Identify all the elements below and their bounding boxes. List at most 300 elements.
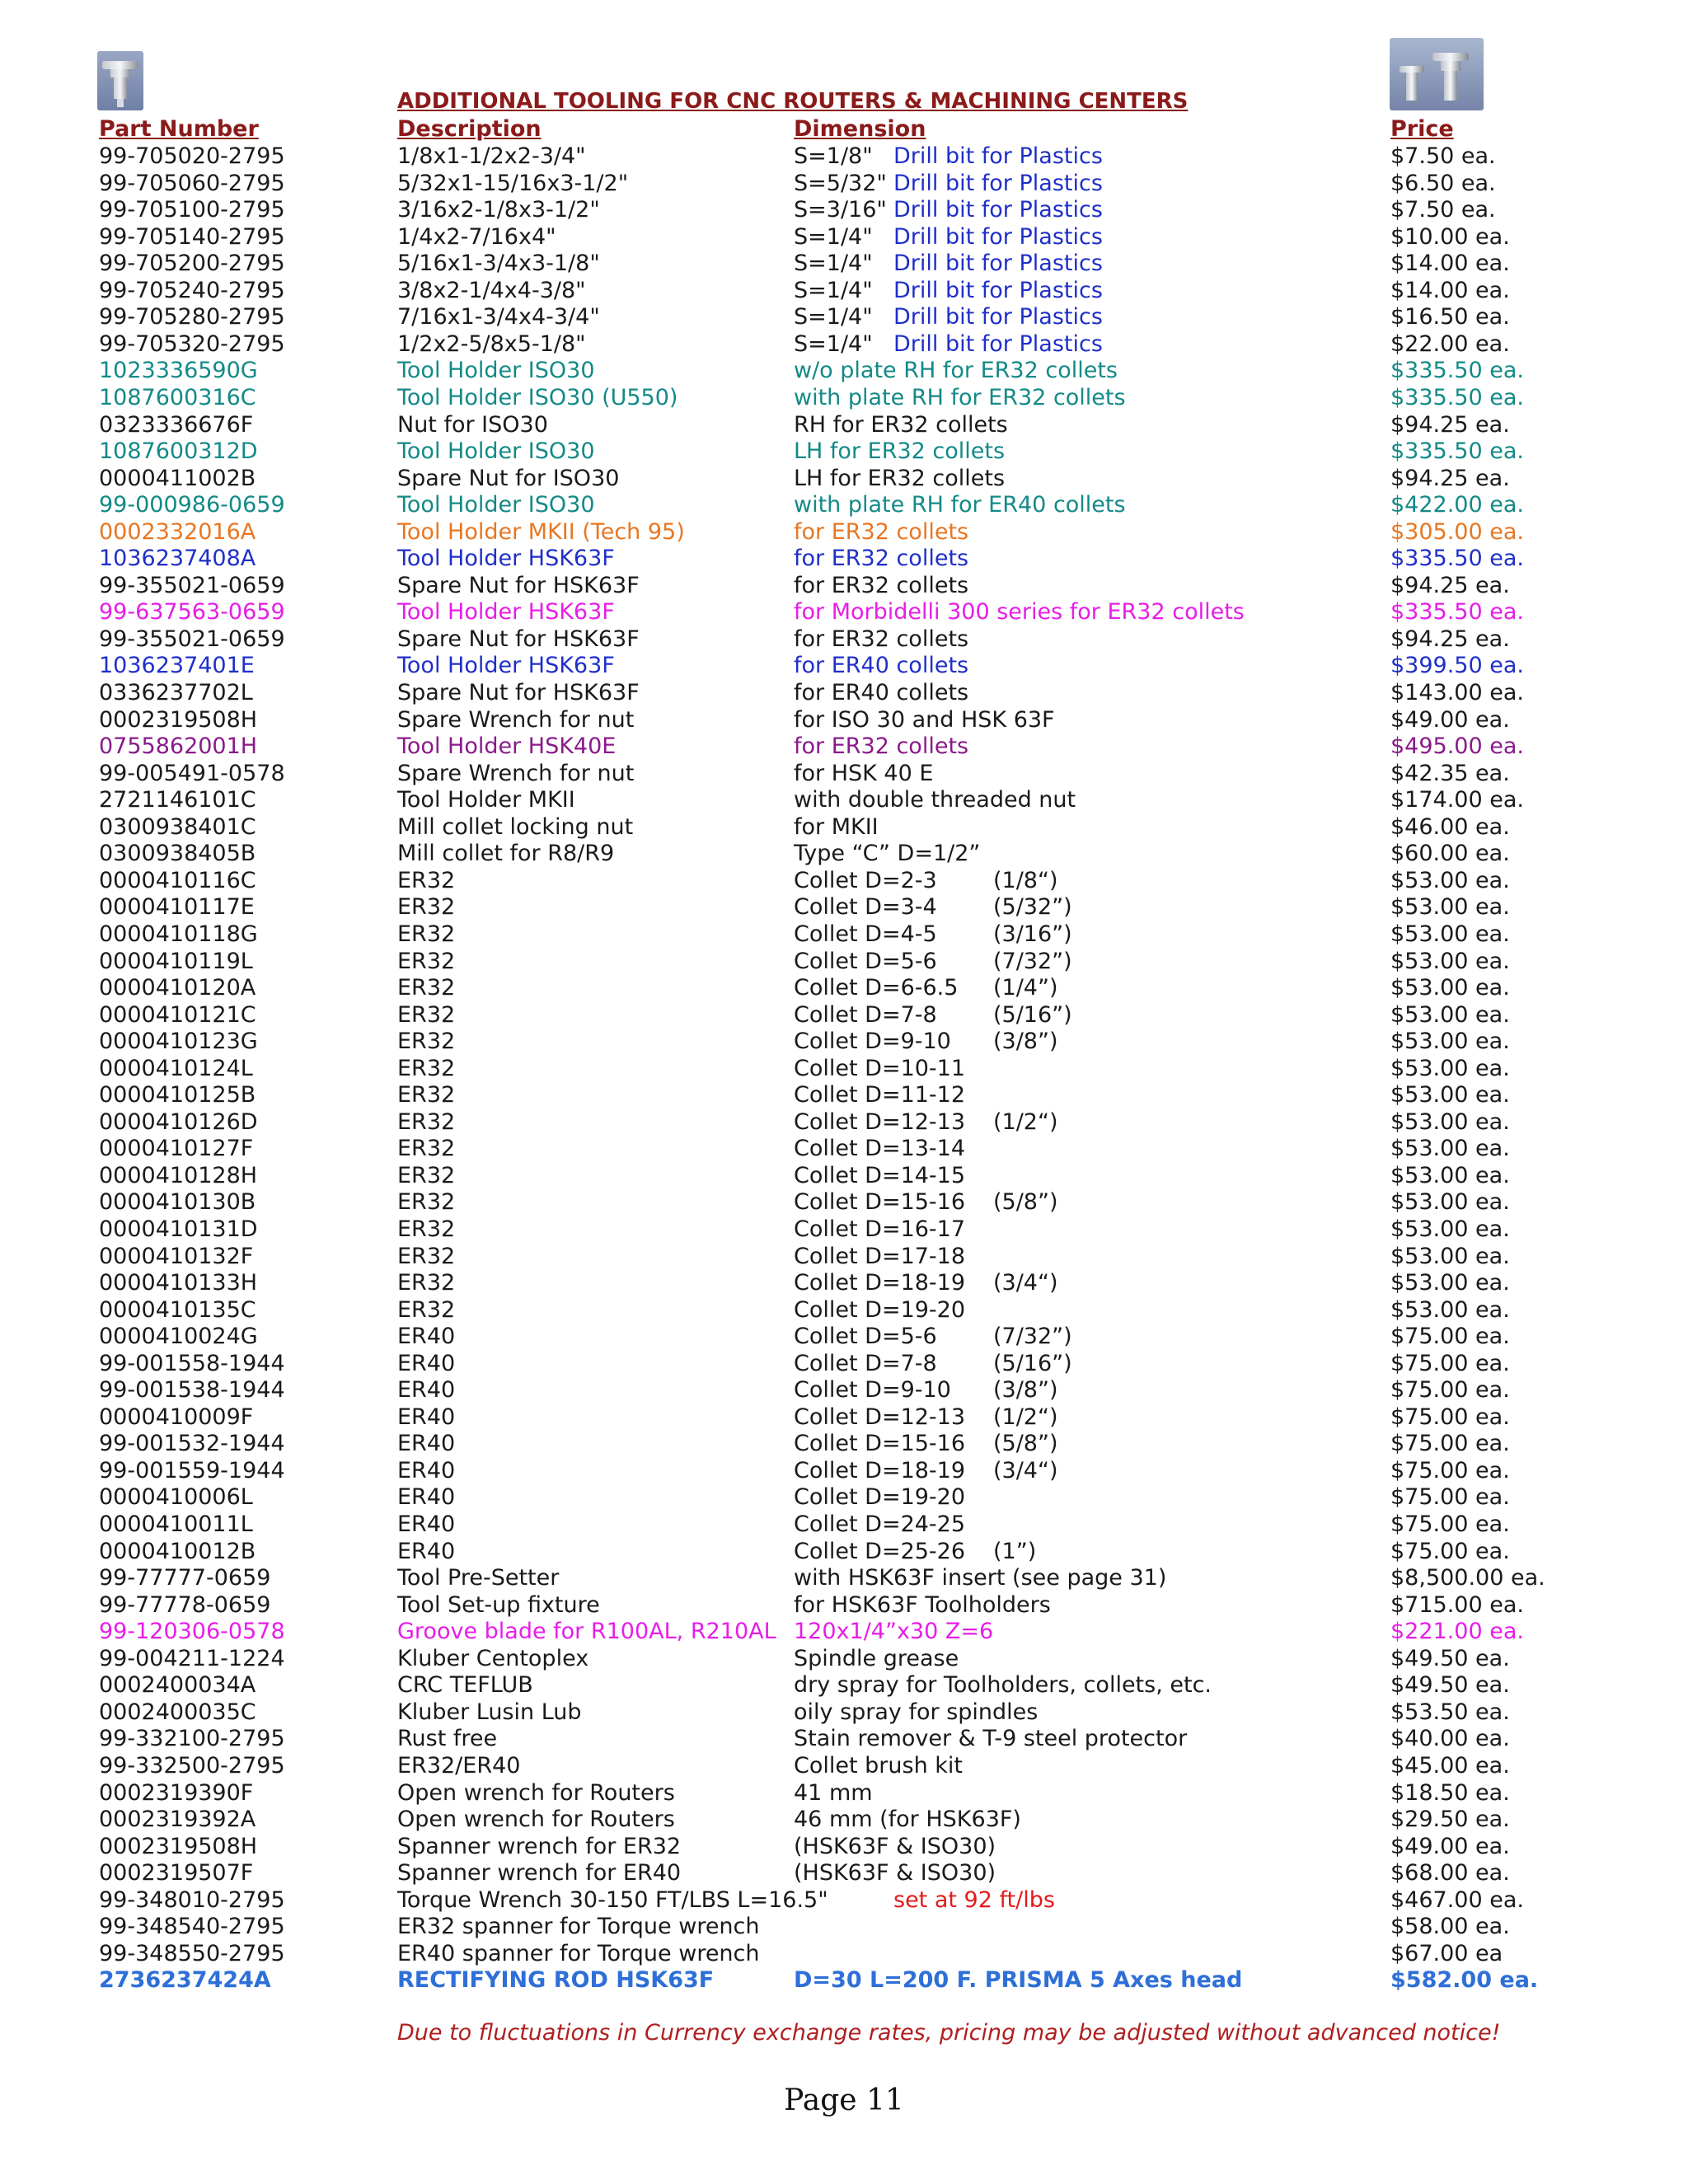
part-number: 0002400034A [99, 1672, 256, 1698]
description: ER40 [397, 1377, 456, 1403]
price: $49.00 ea. [1390, 707, 1510, 733]
description: ER40 [397, 1484, 456, 1510]
table-row [0, 653, 1688, 679]
part-number: 0000410121C [99, 1002, 256, 1028]
part-number: 0000410135C [99, 1297, 256, 1323]
price: $18.50 ea. [1390, 1780, 1510, 1806]
table-row [0, 1834, 1688, 1860]
part-number: 0000410118G [99, 921, 258, 947]
dimension: dry spray for Toolholders, collets, etc. [794, 1672, 1212, 1698]
description: Tool Holder ISO30 [397, 438, 595, 464]
description: Spanner wrench for ER40 [397, 1860, 682, 1886]
description: ER32 [397, 868, 456, 893]
table-row [0, 1216, 1688, 1243]
collet-size: (3/4“) [993, 1270, 1058, 1296]
table-row [0, 841, 1688, 867]
description: ER40 [397, 1404, 456, 1430]
description: 1/4x2-7/16x4" [397, 224, 556, 250]
dimension: Collet D=16-17 [794, 1216, 966, 1242]
dimension: for ER40 collets [794, 653, 969, 678]
price: $75.00 ea. [1390, 1511, 1510, 1537]
price: $75.00 ea. [1390, 1484, 1510, 1510]
dimension: S=1/4" [794, 304, 873, 330]
part-number: 0000410133H [99, 1270, 258, 1296]
part-number: 99-705020-2795 [99, 143, 285, 169]
price: $335.50 ea. [1390, 438, 1524, 464]
description: Kluber Lusin Lub [397, 1699, 582, 1725]
description: ER40 [397, 1539, 456, 1564]
description: Nut for ISO30 [397, 412, 548, 438]
dimension: for ER40 collets [794, 680, 969, 705]
table-row [0, 1646, 1688, 1672]
table-row [0, 304, 1688, 330]
part-number: 99-332100-2795 [99, 1726, 285, 1751]
description: 3/16x2-1/8x3-1/2" [397, 197, 600, 223]
part-number: 0000410125B [99, 1082, 256, 1108]
description: Spare Wrench for nut [397, 707, 635, 733]
part-number: 0002332016A [99, 519, 256, 545]
price: $53.00 ea. [1390, 921, 1510, 947]
drill-note: Drill bit for Plastics [893, 278, 1103, 303]
price: $75.00 ea. [1390, 1351, 1510, 1376]
table-row [0, 814, 1688, 841]
description: ER32 [397, 949, 456, 974]
table-row [0, 1967, 1688, 1994]
price: $68.00 ea. [1390, 1860, 1510, 1886]
price: $53.50 ea. [1390, 1699, 1510, 1725]
description: ER32 [397, 1163, 456, 1188]
collet-size: (5/16”) [993, 1351, 1072, 1376]
table-row [0, 1914, 1688, 1940]
dimension: with plate RH for ER32 collets [794, 385, 1126, 410]
table-row [0, 492, 1688, 518]
price: $94.25 ea. [1390, 626, 1510, 652]
price: $467.00 ea. [1390, 1887, 1524, 1913]
dimension: S=1/4" [794, 224, 873, 250]
price: $53.00 ea. [1390, 1029, 1510, 1054]
collet-size: (3/8”) [993, 1377, 1058, 1403]
table-row [0, 171, 1688, 197]
part-number: 99-77778-0659 [99, 1592, 271, 1618]
header-part-number: Part Number [99, 116, 259, 142]
part-number: 99-705240-2795 [99, 278, 285, 303]
table-row [0, 546, 1688, 572]
dimension: RH for ER32 collets [794, 412, 1008, 438]
price: $53.00 ea. [1390, 1244, 1510, 1269]
description: Tool Holder HSK63F [397, 546, 615, 571]
drill-note: Drill bit for Plastics [893, 171, 1103, 196]
part-number: 99-001558-1944 [99, 1351, 285, 1376]
dimension: for ER32 collets [794, 546, 969, 571]
description: Tool Holder MKII [397, 787, 575, 813]
collet-size: (5/16”) [993, 1002, 1072, 1028]
dimension: for ISO 30 and HSK 63F [794, 707, 1055, 733]
table-row [0, 733, 1688, 760]
price: $58.00 ea. [1390, 1914, 1510, 1939]
description: Tool Holder HSK63F [397, 653, 615, 678]
price: $75.00 ea. [1390, 1458, 1510, 1483]
dimension: Type “C” D=1/2” [794, 841, 981, 866]
price: $53.00 ea. [1390, 1163, 1510, 1188]
table-row [0, 1565, 1688, 1591]
dimension: for Morbidelli 300 series for ER32 collets [794, 599, 1245, 625]
dimension: with HSK63F insert (see page 31) [794, 1565, 1167, 1591]
description: ER40 spanner for Torque wrench [397, 1941, 760, 1966]
table-row [0, 1511, 1688, 1538]
table-row [0, 868, 1688, 894]
page-title: ADDITIONAL TOOLING FOR CNC ROUTERS & MACHINING CENTERS [397, 89, 1189, 114]
part-number: 0002319390F [99, 1780, 254, 1806]
dimension: Collet D=18-19 [794, 1458, 966, 1483]
part-number: 0000410123G [99, 1029, 258, 1054]
table-row [0, 278, 1688, 304]
dimension: Collet D=6-6.5 [794, 975, 959, 1001]
price: $75.00 ea. [1390, 1404, 1510, 1430]
drill-note: Drill bit for Plastics [893, 197, 1103, 223]
price: $53.00 ea. [1390, 868, 1510, 893]
dimension: for ER32 collets [794, 733, 969, 759]
collet-size: (5/32”) [993, 894, 1072, 920]
description: Spanner wrench for ER32 [397, 1834, 682, 1859]
description: Torque Wrench 30-150 FT/LBS L=16.5" [397, 1887, 828, 1913]
part-number: 0000410120A [99, 975, 256, 1001]
header-price: Price [1390, 116, 1454, 142]
part-number: 0002319508H [99, 707, 258, 733]
dimension: LH for ER32 collets [794, 438, 1006, 464]
price: $7.50 ea. [1390, 197, 1496, 223]
description: Tool Holder MKII (Tech 95) [397, 519, 685, 545]
description: 5/32x1-15/16x3-1/2" [397, 171, 629, 196]
table-row [0, 1458, 1688, 1484]
table-row [0, 1377, 1688, 1404]
description: Tool Holder ISO30 (U550) [397, 385, 678, 410]
part-number: 0002319392A [99, 1807, 256, 1832]
dimension: Collet D=15-16 [794, 1189, 966, 1215]
price: $42.35 ea. [1390, 761, 1510, 786]
dimension: S=1/8" [794, 143, 873, 169]
part-number: 99-348540-2795 [99, 1914, 285, 1939]
part-number: 99-332500-2795 [99, 1753, 285, 1779]
price: $60.00 ea. [1390, 841, 1510, 866]
price: $14.00 ea. [1390, 278, 1510, 303]
dimension: Spindle grease [794, 1646, 959, 1671]
part-number: 99-348550-2795 [99, 1941, 285, 1966]
description: Tool Holder ISO30 [397, 358, 595, 383]
description: Tool Holder HSK63F [397, 599, 615, 625]
drill-note: Drill bit for Plastics [893, 224, 1103, 250]
table-row [0, 949, 1688, 975]
description: ER32 spanner for Torque wrench [397, 1914, 760, 1939]
collet-size: (1/4”) [993, 975, 1058, 1001]
table-row [0, 1297, 1688, 1324]
price: $75.00 ea. [1390, 1324, 1510, 1349]
table-row [0, 438, 1688, 465]
drill-note: Drill bit for Plastics [893, 251, 1103, 276]
table-row [0, 1163, 1688, 1189]
description: ER32 [397, 921, 456, 947]
table-row [0, 761, 1688, 787]
description: 1/8x1-1/2x2-3/4" [397, 143, 586, 169]
price: $305.00 ea. [1390, 519, 1524, 545]
dimension: for HSK63F Toolholders [794, 1592, 1051, 1618]
dimension: Collet D=18-19 [794, 1270, 966, 1296]
price: $143.00 ea. [1390, 680, 1524, 705]
part-number: 0300938405B [99, 841, 256, 866]
part-number: 0000410132F [99, 1244, 254, 1269]
description: ER32 [397, 1109, 456, 1135]
drill-note: Drill bit for Plastics [893, 143, 1103, 169]
part-number: 99-120306-0578 [99, 1619, 285, 1644]
description: 1/2x2-5/8x5-1/8" [397, 331, 586, 357]
price: $335.50 ea. [1390, 358, 1524, 383]
table-row [0, 1404, 1688, 1431]
tool-holder-photo [97, 51, 143, 110]
part-number: 0000410127F [99, 1136, 254, 1161]
description: 7/16x1-3/4x4-3/4" [397, 304, 600, 330]
description: 5/16x1-3/4x3-1/8" [397, 251, 600, 276]
part-number: 0755862001H [99, 733, 258, 759]
dimension: Collet D=9-10 [794, 1377, 951, 1403]
part-number: 0000410006L [99, 1484, 253, 1510]
part-number: 0000410128H [99, 1163, 258, 1188]
description: ER32 [397, 1056, 456, 1081]
dimension: for HSK 40 E [794, 761, 934, 786]
part-number: 99-000986-0659 [99, 492, 285, 518]
price: $53.00 ea. [1390, 1216, 1510, 1242]
collet-size: (3/16”) [993, 921, 1072, 947]
part-number: 0000411002B [99, 466, 256, 491]
price: $16.50 ea. [1390, 304, 1510, 330]
part-number: 99-004211-1224 [99, 1646, 285, 1671]
dimension: Collet D=24-25 [794, 1511, 966, 1537]
description: Mill collet locking nut [397, 814, 634, 840]
part-number: 99-705100-2795 [99, 197, 285, 223]
table-row [0, 197, 1688, 223]
table-row [0, 707, 1688, 733]
price: $53.00 ea. [1390, 1136, 1510, 1161]
dimension: for ER32 collets [794, 573, 969, 598]
description: ER32 [397, 1136, 456, 1161]
table-row [0, 1753, 1688, 1779]
part-number: 1036237408A [99, 546, 256, 571]
dimension: Collet D=11-12 [794, 1082, 966, 1108]
dimension: Collet D=15-16 [794, 1431, 966, 1456]
price: $67.00 ea [1390, 1941, 1503, 1966]
part-number: 99-705060-2795 [99, 171, 285, 196]
table-row [0, 1672, 1688, 1699]
part-number: 99-348010-2795 [99, 1887, 285, 1913]
table-row [0, 1082, 1688, 1108]
part-number: 1087600316C [99, 385, 256, 410]
part-number: 99-001538-1944 [99, 1377, 285, 1403]
part-number: 0000410024G [99, 1324, 258, 1349]
dimension: S=5/32" [794, 171, 887, 196]
table-row [0, 412, 1688, 438]
description: Spare Wrench for nut [397, 761, 635, 786]
price: $53.00 ea. [1390, 1109, 1510, 1135]
collet-size: (3/8”) [993, 1029, 1058, 1054]
table-row [0, 1860, 1688, 1886]
table-row [0, 626, 1688, 653]
table-row [0, 1002, 1688, 1029]
part-number: 99-355021-0659 [99, 573, 285, 598]
price: $49.50 ea. [1390, 1646, 1510, 1671]
part-number: 0000410124L [99, 1056, 253, 1081]
collet-size: (5/8”) [993, 1189, 1058, 1215]
part-number: 1036237401E [99, 653, 255, 678]
table-row [0, 1136, 1688, 1162]
description: Tool Holder HSK40E [397, 733, 617, 759]
price: $10.00 ea. [1390, 224, 1510, 250]
description: ER32 [397, 1002, 456, 1028]
torque-note: set at 92 ft/lbs [893, 1887, 1055, 1913]
table-row [0, 1189, 1688, 1216]
table-row [0, 1351, 1688, 1377]
dimension: 120x1/4”x30 Z=6 [794, 1619, 994, 1644]
dimension: S=1/4" [794, 331, 873, 357]
price: $53.00 ea. [1390, 975, 1510, 1001]
description: RECTIFYING ROD HSK63F [397, 1967, 715, 1993]
description: 3/8x2-1/4x4-3/8" [397, 278, 586, 303]
dimension: Collet D=13-14 [794, 1136, 966, 1161]
part-number: 0000410011L [99, 1511, 253, 1537]
part-number: 0000410012B [99, 1539, 256, 1564]
dimension: for ER32 collets [794, 519, 969, 545]
dimension: S=1/4" [794, 251, 873, 276]
part-number: 1023336590G [99, 358, 258, 383]
dimension: for MKII [794, 814, 879, 840]
collet-size: (1/2“) [993, 1404, 1058, 1430]
table-row [0, 385, 1688, 411]
price: $75.00 ea. [1390, 1539, 1510, 1564]
part-number: 0336237702L [99, 680, 253, 705]
dimension: 46 mm (for HSK63F) [794, 1807, 1021, 1832]
description: Tool Set-up fixture [397, 1592, 600, 1618]
table-row [0, 1619, 1688, 1645]
table-row [0, 1244, 1688, 1270]
table-row [0, 680, 1688, 706]
table-row [0, 331, 1688, 358]
part-number: 99-001559-1944 [99, 1458, 285, 1483]
part-number: 99-705280-2795 [99, 304, 285, 330]
description: ER40 [397, 1351, 456, 1376]
price: $53.00 ea. [1390, 1082, 1510, 1108]
table-row [0, 1780, 1688, 1807]
description: ER32 [397, 1029, 456, 1054]
table-header [0, 116, 1688, 143]
price: $45.00 ea. [1390, 1753, 1510, 1779]
dimension: (HSK63F & ISO30) [794, 1860, 996, 1886]
dimension: Collet D=25-26 [794, 1539, 966, 1564]
price: $53.00 ea. [1390, 1270, 1510, 1296]
table-row [0, 224, 1688, 251]
price: $53.00 ea. [1390, 949, 1510, 974]
dimension: Collet D=7-8 [794, 1002, 937, 1028]
dimension: D=30 L=200 F. PRISMA 5 Axes head [794, 1967, 1243, 1993]
description: Spare Nut for HSK63F [397, 680, 640, 705]
dimension: Collet D=19-20 [794, 1484, 966, 1510]
part-number: 0002400035C [99, 1699, 256, 1725]
dimension: LH for ER32 collets [794, 466, 1006, 491]
part-number: 2721146101C [99, 787, 256, 813]
price: $335.50 ea. [1390, 385, 1524, 410]
price: $8,500.00 ea. [1390, 1565, 1545, 1591]
description: ER32 [397, 1244, 456, 1269]
description: Rust free [397, 1726, 498, 1751]
price: $715.00 ea. [1390, 1592, 1524, 1618]
description: Tool Pre-Setter [397, 1565, 560, 1591]
description: ER32 [397, 1189, 456, 1215]
price: $335.50 ea. [1390, 546, 1524, 571]
price: $53.00 ea. [1390, 1297, 1510, 1323]
price: $7.50 ea. [1390, 143, 1496, 169]
tool-holder-set-photo [1390, 38, 1484, 110]
part-number: 99-637563-0659 [99, 599, 285, 625]
part-number: 99-005491-0578 [99, 761, 285, 786]
collet-size: (1”) [993, 1539, 1037, 1564]
part-number: 0323336676F [99, 412, 254, 438]
collet-size: (1/2“) [993, 1109, 1058, 1135]
dimension: Stain remover & T-9 steel protector [794, 1726, 1188, 1751]
price: $582.00 ea. [1390, 1967, 1539, 1993]
description: ER32 [397, 1216, 456, 1242]
table-row [0, 1270, 1688, 1296]
part-number: 0002319507F [99, 1860, 254, 1886]
header-description: Description [397, 116, 542, 142]
part-number: 0000410131D [99, 1216, 258, 1242]
table-row [0, 358, 1688, 384]
page-number: Page 11 [784, 2083, 904, 2117]
dimension: for ER32 collets [794, 626, 969, 652]
table-row [0, 599, 1688, 626]
description: ER32/ER40 [397, 1753, 521, 1779]
price: $22.00 ea. [1390, 331, 1510, 357]
price: $335.50 ea. [1390, 599, 1524, 625]
dimension: S=3/16" [794, 197, 887, 223]
table-row [0, 251, 1688, 277]
description: ER40 [397, 1511, 456, 1537]
table-row [0, 1807, 1688, 1833]
price: $29.50 ea. [1390, 1807, 1510, 1832]
description: Open wrench for Routers [397, 1780, 675, 1806]
part-number: 0000410117E [99, 894, 255, 920]
part-number: 99-001532-1944 [99, 1431, 285, 1456]
table-row [0, 1539, 1688, 1565]
dimension: Collet D=7-8 [794, 1351, 937, 1376]
price: $422.00 ea. [1390, 492, 1524, 518]
description: Spare Nut for HSK63F [397, 626, 640, 652]
price: $75.00 ea. [1390, 1431, 1510, 1456]
dimension: with plate RH for ER40 collets [794, 492, 1126, 518]
part-number: 99-705200-2795 [99, 251, 285, 276]
part-number: 2736237424A [99, 1967, 271, 1993]
price: $53.00 ea. [1390, 1056, 1510, 1081]
price: $6.50 ea. [1390, 171, 1496, 196]
table-row [0, 1941, 1688, 1967]
pricing-footnote: Due to fluctuations in Currency exchange rates, pricing may be adjusted without advanced notice! [397, 2020, 1501, 2046]
dimension: S=1/4" [794, 278, 873, 303]
part-number: 99-705320-2795 [99, 331, 285, 357]
collet-size: (7/32”) [993, 1324, 1072, 1349]
table-row [0, 1699, 1688, 1726]
dimension: Collet D=10-11 [794, 1056, 966, 1081]
table-row [0, 1056, 1688, 1082]
description: Spare Nut for ISO30 [397, 466, 620, 491]
price: $53.00 ea. [1390, 1002, 1510, 1028]
dimension: Collet D=4-5 [794, 921, 937, 947]
collet-size: (1/8“) [993, 868, 1058, 893]
table-row [0, 519, 1688, 546]
